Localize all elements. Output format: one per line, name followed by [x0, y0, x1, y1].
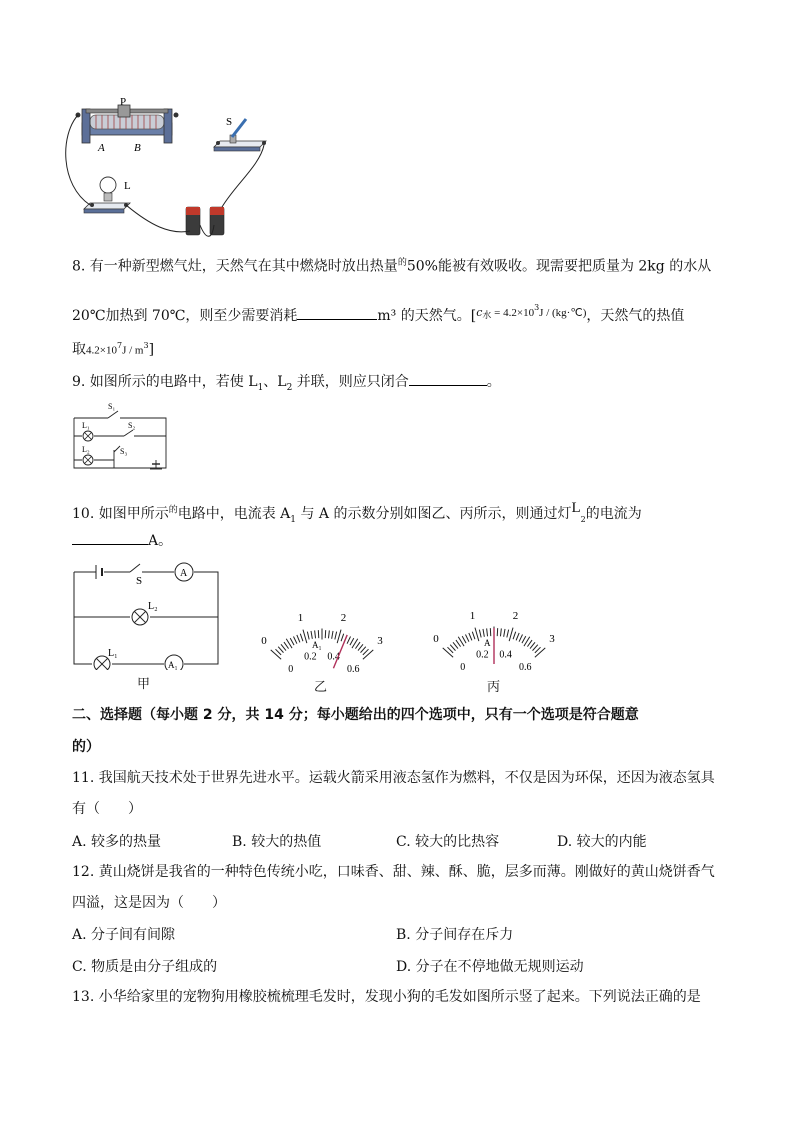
meter-tick [271, 650, 281, 659]
q8-line2: 20℃加热到 70℃，则至少需要消耗 m³ 的天然气。[$^c_水$ $^{= 4.2\times 103J / (kg\cdot℃)}$，天然气的热值 [72, 303, 685, 324]
meter-top-label: 1 [469, 610, 476, 623]
meter-bottom-label: 0.2 [304, 651, 317, 663]
meter-unit-label: A₁ [312, 640, 322, 650]
q9-answer-blank[interactable] [409, 371, 487, 386]
q12-option-d[interactable]: D. 分子在不停地做无规则运动 [396, 959, 584, 975]
q10-label-l2: L₂ [148, 601, 158, 612]
section2-heading-line1: 二、选择题（每小题 2 分，共 14 分；每小题给出的四个选项中，只有一个选项是符合题意 [72, 707, 639, 723]
q10-line1: 10. 如图甲所示$^的$电路中，电流表 $A_1$ 与 A 的示数分别如图乙、丙所示，则通过灯$L_2$的电流为 [72, 500, 642, 525]
q9-text: 9. 如图所示的电路中，若使 $L_1$、$L_2$ 并联，则应只闭合 。 [72, 371, 501, 398]
meter-top-label: 2 [340, 612, 347, 625]
meter-tick [535, 647, 541, 653]
caption-jia: 甲 [137, 677, 151, 692]
q12-option-a[interactable]: A. 分子间有间隙 [72, 927, 176, 943]
label-a: A [98, 142, 105, 154]
q11-option-d[interactable]: D. 较大的内能 [557, 834, 647, 850]
caption-bing: 丙 [487, 680, 501, 695]
ammeter-yi [238, 578, 406, 676]
meter-top-label: 0 [433, 632, 439, 645]
meter-tick [479, 630, 481, 638]
meter-top-label: 1 [297, 612, 304, 625]
q9-label-s3: S₃ [120, 447, 128, 456]
q11-option-b[interactable]: B. 较大的热值 [232, 834, 322, 850]
meter-tick [363, 650, 373, 659]
meter-tick [335, 632, 337, 640]
meter-top-label: 2 [512, 610, 519, 623]
meter-tick [487, 628, 488, 636]
meter-tick [462, 636, 466, 643]
meter-bottom-label: 0.4 [327, 651, 340, 663]
q11-option-c[interactable]: C. 较大的比热容 [396, 834, 500, 850]
ammeter-bing [410, 576, 578, 674]
meter-tick [341, 634, 344, 642]
meter-tick [469, 633, 472, 640]
q10-circuit-diagram [70, 560, 230, 670]
meter-tick [450, 645, 455, 651]
q10-label-s: S [136, 575, 143, 587]
label-b: B [134, 142, 141, 154]
meter-tick [303, 630, 307, 643]
meter-tick [328, 630, 329, 638]
meter-tick [507, 630, 509, 638]
q9-label-s1: S₁ [108, 402, 116, 411]
meter-tick [284, 642, 289, 649]
q9-label-l1: L₁ [82, 421, 90, 430]
q11-line1: 11. 我国航天技术处于世界先进水平。运载火箭采用液态氢作为燃料，不仅是因为环保，还因为液态氢具 [72, 770, 715, 786]
meter-tick [475, 628, 479, 641]
q10-label-a: A [180, 568, 188, 579]
meter-tick [535, 648, 545, 657]
meter-tick [516, 633, 519, 640]
meter-tick [519, 634, 522, 641]
meter-bottom-label: 0.6 [518, 661, 532, 673]
meter-tick [307, 632, 309, 640]
q9-circuit-diagram [68, 400, 178, 478]
meter-tick [443, 648, 453, 657]
q10-label-l1: L₁ [108, 648, 118, 659]
meter-tick [522, 636, 526, 643]
meter-tick [361, 647, 366, 653]
meter-tick [527, 640, 532, 647]
label-s: S [226, 116, 233, 128]
meter-top-label: 0 [261, 634, 267, 647]
meter-tick [293, 636, 296, 643]
meter-tick [483, 629, 484, 637]
meter-tick [456, 640, 461, 647]
meter-tick [363, 649, 369, 655]
meter-bottom-label: 0.4 [499, 649, 512, 661]
meter-tick [513, 632, 516, 640]
label-l: L [124, 180, 131, 192]
meter-tick [297, 635, 300, 642]
section2-heading-line2: 的） [72, 739, 100, 755]
rheostat-circuit-figure [60, 95, 280, 240]
meter-tick [275, 649, 281, 655]
meter-tick [332, 631, 333, 639]
meter-tick [311, 631, 312, 639]
meter-tick [350, 638, 354, 645]
caption-yi: 乙 [314, 680, 328, 695]
q8-answer-blank[interactable] [297, 305, 377, 320]
meter-tick [290, 638, 294, 645]
meter-tick [278, 647, 283, 653]
q12-option-c[interactable]: C. 物质是由分子组成的 [72, 959, 218, 975]
q9-label-l2: L₂ [82, 445, 90, 454]
meter-top-label: 3 [549, 632, 555, 645]
meter-tick [509, 628, 513, 641]
meter-tick [281, 644, 286, 650]
meter-tick [472, 632, 475, 640]
q11-option-a[interactable]: A. 较多的热量 [72, 834, 162, 850]
q9-label-s2: S₂ [128, 421, 136, 430]
q10-line2: A。 [72, 530, 172, 551]
meter-tick [500, 628, 501, 636]
q10-label-a1: A₁ [168, 660, 178, 670]
q8-line1: 8. 有一种新型燃气灶，天然气在其中燃烧时放出热量$^的$50%能被有效吸收。现需要把质量为 2kg 的水从 [72, 258, 712, 275]
meter-tick [504, 629, 505, 637]
meter-bottom-label: 0.2 [476, 649, 489, 661]
label-p: P [120, 96, 127, 108]
meter-tick [347, 636, 350, 643]
q8-mark: 的 [397, 258, 407, 268]
meter-tick [300, 634, 303, 642]
meter-bottom-label: 0.6 [346, 663, 360, 675]
q12-option-b[interactable]: B. 分子间存在斥力 [396, 927, 514, 943]
meter-bottom-label: 0 [288, 663, 294, 675]
meter-tick [533, 645, 538, 651]
meter-tick [465, 634, 468, 641]
meter-tick [530, 642, 535, 648]
meter-tick [447, 647, 453, 653]
meter-tick [315, 630, 316, 638]
meter-unit-label: A [484, 638, 491, 648]
q13-line1: 13. 小华给家里的宠物狗用橡胶梳梳理毛发时，发现小狗的毛发如图所示竖了起来。下列说法正确的是 [72, 989, 701, 1005]
q8-line3: 取$4.2\times 10^7J / m^3$] [72, 341, 155, 358]
meter-bottom-label: 0 [460, 661, 466, 673]
meter-tick [453, 642, 458, 648]
q11-line2: 有（ ） [72, 801, 142, 817]
meter-tick [355, 642, 360, 649]
meter-top-label: 3 [377, 634, 383, 647]
q12-line2: 四溢，这是因为（ ） [72, 895, 226, 911]
meter-tick [337, 630, 341, 643]
q12-line1: 12. 黄山烧饼是我省的一种特色传统小吃，口味香、甜、辣、酥、脆，层多而薄。刚做好的黄山烧饼香气 [72, 864, 715, 880]
q10-answer-blank[interactable] [72, 530, 148, 545]
meter-tick [358, 644, 363, 650]
